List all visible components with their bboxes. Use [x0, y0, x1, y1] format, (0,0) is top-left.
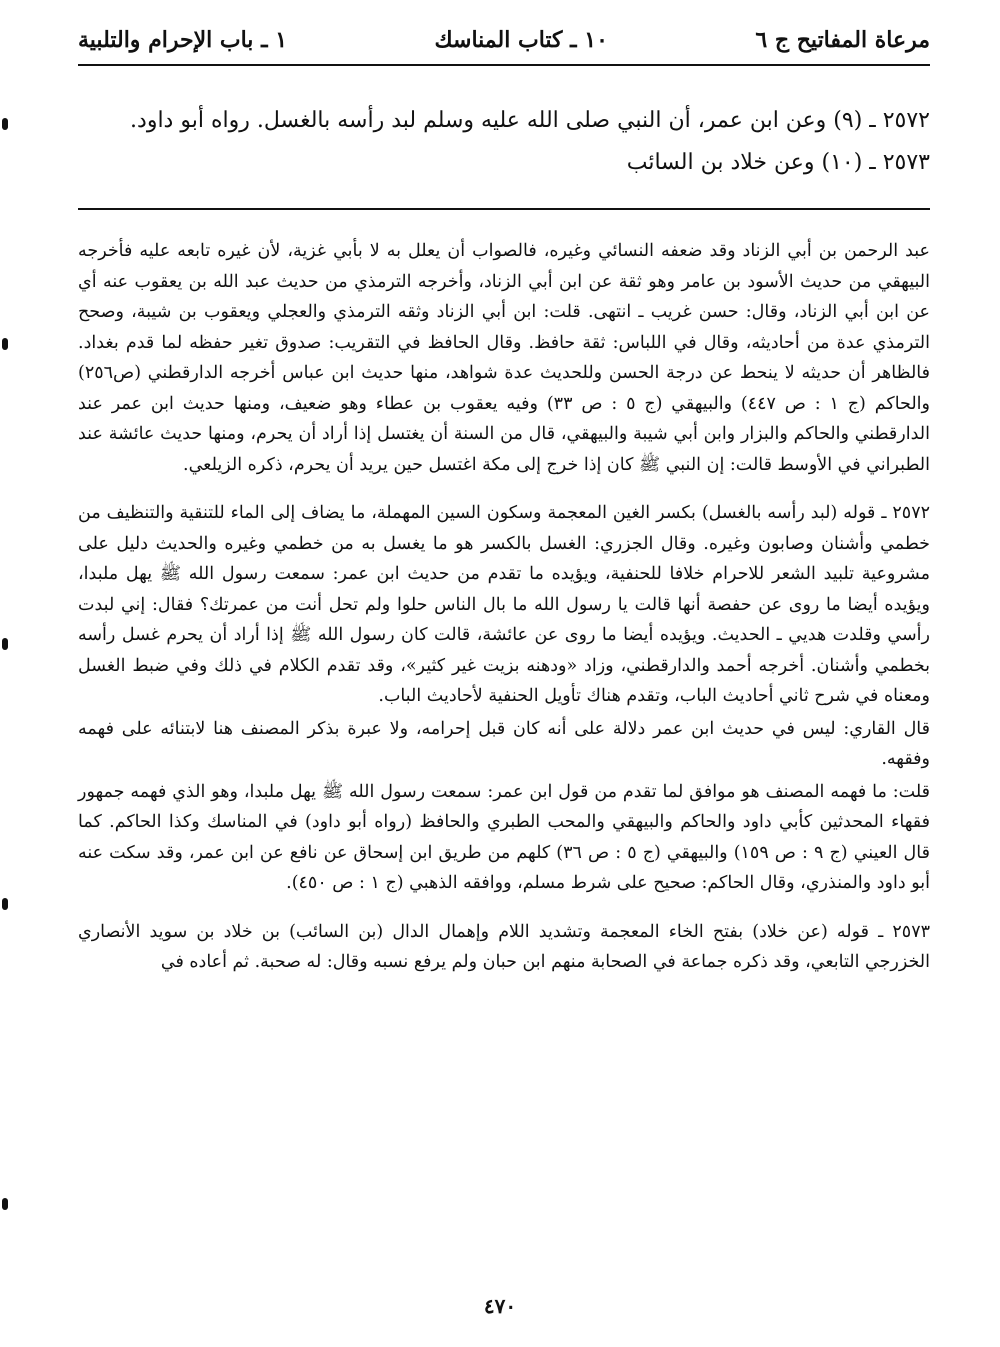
- hadith-text: [100, 100, 930, 184]
- margin-mark: [2, 638, 8, 650]
- commentary-paragraph: قال القاري: ليس في حديث ابن عمر دلالة على أنه كان قبل إحرامه، ولا عبرة بذكر المصنف هنا لابتنائه على فهمه وفقهه.: [78, 718, 930, 769]
- header-book-title: مرعاة المفاتيح ج ٦: [755, 27, 930, 53]
- header-chapter: ١٠ ـ كتاب المناسك: [434, 27, 608, 53]
- hadith-2572: ٢٥٧٢ ـ (٩) وعن ابن عمر، أن النبي صلى الله عليه وسلم لبد رأسه بالغسل. رواه أبو داود.: [130, 108, 930, 133]
- commentary-paragraph: قلت: ما فهمه المصنف هو موافق لما تقدم من قول ابن عمر: سمعت رسول الله ﷺ يهل ملبدا، وهو الذي فهمه جمهور فقهاء المحدثين كأبي داود والحاكم والبيهقي والمحب الطبري والحافظ (رواه أبو داود) في المناسك وكذا الحاكم. كما قال العيني (ج ٩ : ص ١٥٩) والبيهقي (ج ٥ : ص ٣٦) كلهم من طريق ابن إسحاق عن نافع عن ابن عمر، وقد سكت عنه أبو داود والمنذري، وقال الحاكم: صحيح على شرط مسلم، ووافقه الذهبي (ج ١ : ص ٤٥٠).: [78, 781, 930, 893]
- footnote-divider: [78, 208, 930, 210]
- running-header: [78, 22, 930, 58]
- header-section: ١ ـ باب الإحرام والتلبية: [78, 27, 288, 53]
- margin-mark: [2, 338, 8, 350]
- margin-mark: [2, 118, 8, 130]
- page-number: ٤٧٠: [483, 1294, 517, 1318]
- commentary-paragraph: ٢٥٧٢ ـ قوله (لبد رأسه بالغسل) بكسر الغين المعجمة وسكون السين المهملة، ما يضاف إلى الماء للتنقية والتنظيف من خطمي وأشنان وصابون وغيره. وقال الجزري: الغسل بالكسر هو ما يغسل به من خطمي وغيره والحديث دليل على مشروعية تلبيد الشعر للاحرام خلافا للحنفية، ويؤيده ما تقدم من حديث ابن عمر: سمعت رسول الله ﷺ يهل ملبدا، ويؤيده أيضا ما روى عن حفصة أنها قالت يا رسول الله ما بال الناس حلوا ولم تحل أنت من عمرتك؟ فقال: إني لبدت رأسي وقلدت هديي ـ الحديث. ويؤيده أيضا ما روى عن عائشة، قالت كان رسول الله ﷺ إذا أراد أن يحرم غسل رأسه بخطمي وأشنان. أخرجه أحمد والدارقطني، وزاد «ودهنه بزيت غير كثير»، وقد تقدم الكلام في ذلك وفي ضبط الغسل ومعناه في شرح ثاني أحاديث الباب، وتقدم هناك تأويل الحنفية لأحاديث الباب.: [78, 503, 930, 706]
- commentary-paragraph: عبد الرحمن بن أبي الزناد وقد ضعفه النسائي وغيره، فالصواب أن يعلل به لا بأبي غزية، لأن غيره تابعه عليه فأخرجه البيهقي من حديث الأسود بن عامر وهو ثقة عن ابن أبي الزناد، وأخرجه الترمذي من حديث عبد الله بن يعقوب عنه أي عن ابن أبي الزناد، وقال: حسن غريب ـ انتهى. قلت: ابن أبي الزناد وثقه الترمذي والعجلي ويعقوب بن شيبة، وصحح الترمذي عدة من أحاديثه، وقال في اللباس: ثقة حافظ. وقال الحافظ في التقريب: صدوق تغير حفظه لما قدم بغداد. فالظاهر أن حديثه لا ينحط عن درجة الحسن وللحديث عدة شواهد، منها حديث ابن عباس أخرجه الدارقطني (ص٢٥٦) والحاكم (ج ١ : ص ٤٤٧) والبيهقي (ج ٥ : ص ٣٣) وفيه يعقوب بن عطاء وهو ضعيف، ومنها حديث ابن عمر عند الدارقطني والحاكم والبزار وابن أبي شيبة والبيهقي، قال من السنة أن يغتسل إذا أراد أن يحرم، ومنها حديث عائشة عند الطبراني في الأوسط قالت: إن النبي ﷺ كان إذا خرج إلى مكة اغتسل حين يريد أن يحرم، ذكره الزيلعي.: [78, 241, 930, 475]
- hadith-2573: ٢٥٧٣ ـ (١٠) وعن خلاد بن السائب: [626, 150, 930, 175]
- header-rule: [78, 64, 930, 66]
- margin-mark: [2, 1198, 8, 1210]
- margin-mark: [2, 898, 8, 910]
- commentary: [78, 236, 930, 996]
- commentary-paragraph: ٢٥٧٣ ـ قوله (عن خلاد) بفتح الخاء المعجمة وتشديد اللام وإهمال الدال (بن السائب) بن خلاد بن سويد الأنصاري الخزرجي التابعي، وقد ذكره جماعة في الصحابة منهم ابن حبان ولم يرفع نسبه وقال: له صحبة. ثم أعاده في: [78, 921, 930, 972]
